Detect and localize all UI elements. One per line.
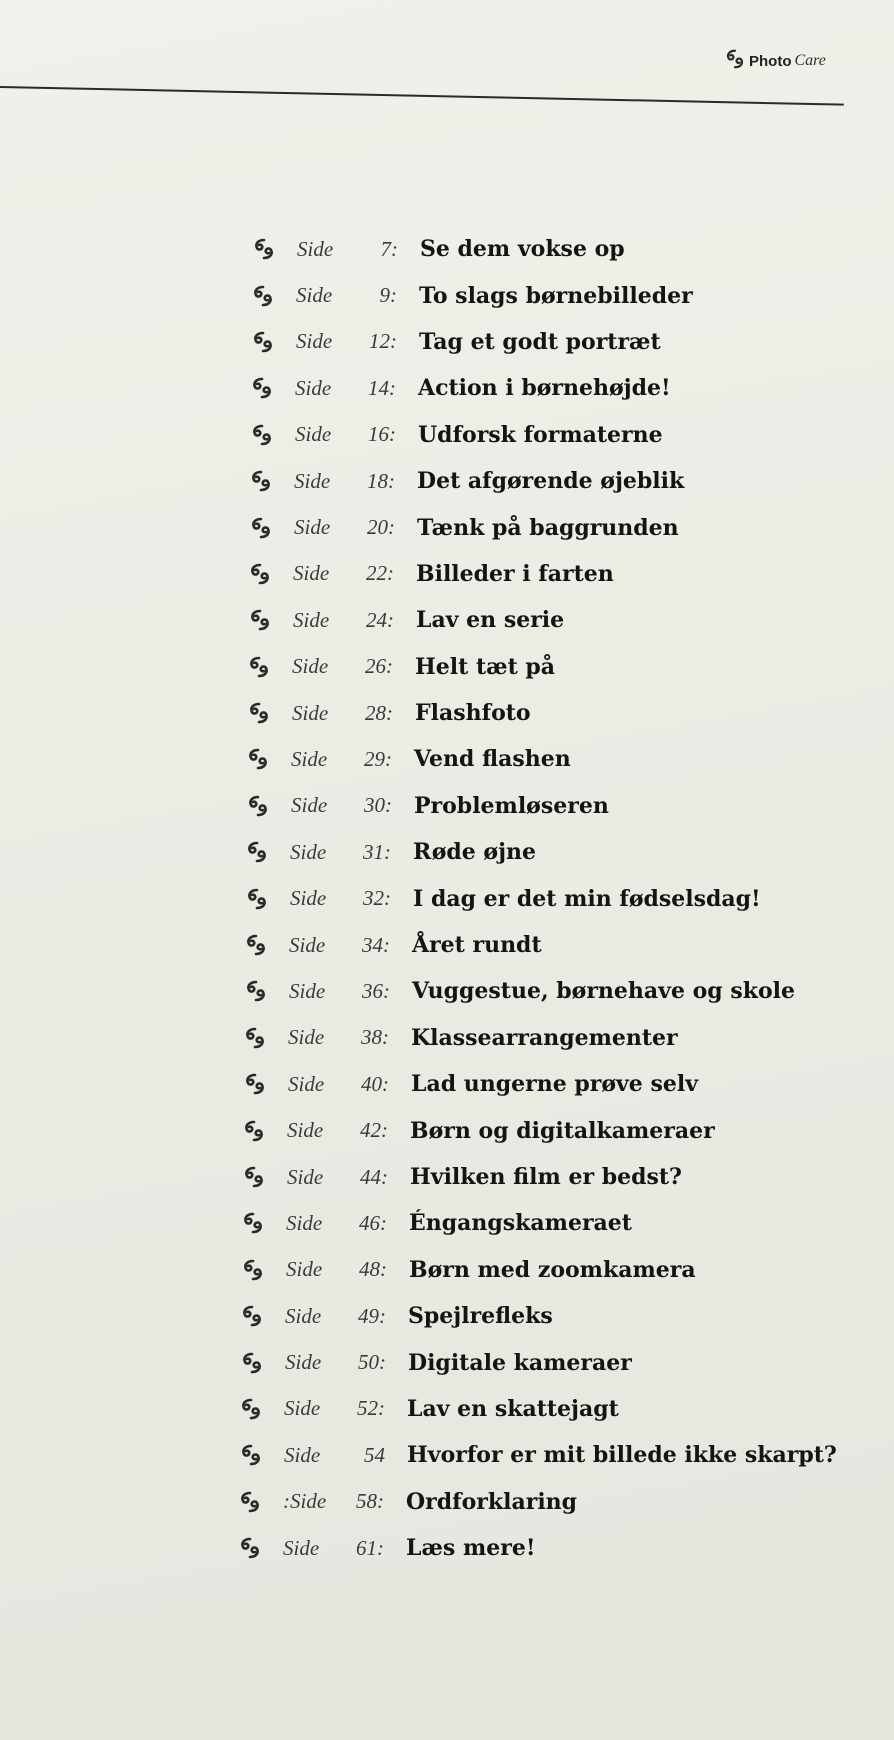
toc-page-number: 50: [358, 1350, 386, 1375]
logo-wordmark-italic: Care [794, 52, 826, 69]
toc-side-label: Side [291, 746, 328, 771]
toc-side-label: Side [295, 422, 332, 447]
toc-page-number: 61: [356, 1535, 384, 1560]
toc-entry-title: Røde øjne [413, 839, 537, 866]
toc-entry-title: Helt tæt på [415, 653, 556, 680]
toc-side-label: Side [287, 1164, 324, 1189]
toc-side-label: Side [294, 468, 331, 493]
photocare-swirl-icon [249, 469, 273, 493]
toc-entry-title: Lav en serie [416, 607, 565, 634]
toc-entry-title: Ordforklaring [406, 1488, 578, 1515]
toc-side-label: Side [286, 1210, 323, 1235]
toc-entry [0, 829, 894, 875]
toc-entry [0, 272, 894, 318]
photocare-swirl-icon [242, 1119, 266, 1143]
toc-side-label: Side [293, 561, 330, 586]
toc-page-number: 32: [363, 886, 391, 911]
photocare-swirl-icon [244, 979, 268, 1003]
toc-entry-title: Året rundt [412, 932, 542, 959]
toc-entry-title: Spejlrefleks [408, 1303, 553, 1330]
photocare-swirl-icon [251, 284, 275, 308]
photocare-swirl-icon [250, 376, 274, 400]
table-of-contents [0, 226, 894, 1571]
photocare-swirl-icon [247, 655, 271, 679]
toc-side-label: Side [291, 793, 328, 818]
toc-entry-title: Udforsk formaterne [418, 421, 663, 448]
toc-side-label: Side [295, 375, 332, 400]
photocare-logo [724, 48, 826, 74]
toc-entry [0, 597, 894, 643]
photocare-swirl-icon [239, 1397, 263, 1421]
toc-entry-title: Det afgørende øjeblik [417, 468, 685, 495]
toc-entry-title: Vend flashen [414, 746, 571, 773]
toc-page-number: 49: [358, 1303, 386, 1328]
toc-entry [0, 968, 894, 1014]
toc-page-number: 18: [367, 468, 395, 493]
toc-side-label: Side [288, 1071, 325, 1096]
toc-page-number: 29: [364, 746, 392, 771]
toc-page-number: 9: [379, 283, 397, 308]
toc-page-number: 30: [364, 793, 392, 818]
photocare-swirl-icon [244, 933, 268, 957]
photocare-swirl-icon [248, 562, 272, 586]
toc-side-label: Side [284, 1396, 321, 1421]
toc-entry-title: Tænk på baggrunden [417, 514, 679, 541]
toc-page-number: 42: [360, 1118, 388, 1143]
toc-entry [0, 1432, 894, 1478]
toc-entry-title: Hvilken film er bedst? [410, 1164, 682, 1190]
toc-page-number: 7: [380, 236, 398, 261]
toc-entry-title: Hvorfor er mit billede ikke skarpt? [407, 1442, 837, 1469]
toc-page-number: 52: [357, 1396, 385, 1421]
toc-entry [0, 1293, 894, 1339]
toc-page-number: 38: [361, 1025, 389, 1050]
photocare-swirl-icon [249, 516, 273, 540]
toc-entry [0, 1154, 894, 1200]
toc-side-label: Side [285, 1350, 322, 1375]
toc-entry-title: Børn og digitalkameraer [410, 1117, 715, 1144]
header-divider [0, 86, 844, 106]
toc-side-label: Side [285, 1303, 322, 1328]
photocare-swirl-icon [248, 608, 272, 632]
toc-entry [0, 690, 894, 736]
toc-page-number: 34: [362, 932, 390, 957]
photocare-swirl-icon [243, 1026, 267, 1050]
toc-entry [0, 1247, 894, 1293]
toc-entry [0, 922, 894, 968]
toc-page-number: 24: [366, 607, 394, 632]
photocare-swirl-icon [243, 1072, 267, 1096]
toc-side-label: Side [289, 978, 326, 1003]
toc-entry-title: Se dem vokse op [420, 236, 625, 263]
toc-entry-title: Klassearrangementer [411, 1024, 678, 1051]
toc-entry-title: Tag et godt portræt [419, 328, 661, 355]
toc-side-label: Side [286, 1257, 323, 1282]
toc-entry [0, 1386, 894, 1432]
toc-side-label: Side [290, 886, 327, 911]
toc-entry-title: Børn med zoomkamera [409, 1256, 696, 1283]
toc-entry-title: I dag er det min fødselsdag! [413, 885, 761, 912]
photocare-swirl-icon [252, 237, 276, 261]
toc-side-label: Side [290, 839, 327, 864]
toc-page-number: 16: [368, 422, 396, 447]
photocare-swirl-icon [238, 1536, 262, 1560]
toc-entry [0, 736, 894, 782]
photocare-swirl-icon [247, 701, 271, 725]
photocare-swirl-icon [724, 48, 746, 74]
toc-entry [0, 551, 894, 597]
photocare-swirl-icon [240, 1304, 264, 1328]
toc-entry-title: Flashfoto [415, 700, 531, 727]
toc-side-label: :Side [283, 1489, 327, 1514]
photocare-swirl-icon [246, 794, 270, 818]
toc-side-label: Side [293, 607, 330, 632]
photocare-swirl-icon [245, 840, 269, 864]
toc-entry-title: Digitale kameraer [408, 1349, 632, 1376]
photocare-swirl-icon [246, 747, 270, 771]
photocare-swirl-icon [241, 1211, 265, 1235]
toc-page-number: 40: [361, 1071, 389, 1096]
toc-side-label: Side [283, 1535, 320, 1560]
toc-side-label: Side [288, 1025, 325, 1050]
photocare-swirl-icon [245, 887, 269, 911]
toc-side-label: Side [292, 654, 329, 679]
photocare-swirl-icon [251, 330, 275, 354]
toc-page-number: 44: [360, 1164, 388, 1189]
photocare-swirl-icon [239, 1443, 263, 1467]
toc-side-label: Side [296, 329, 333, 354]
photocare-swirl-icon [242, 1165, 266, 1189]
toc-entry [0, 1479, 894, 1525]
photocare-swirl-icon [240, 1351, 264, 1375]
toc-side-label: Side [287, 1118, 324, 1143]
toc-page-number: 54 [364, 1442, 385, 1467]
toc-side-label: Side [297, 236, 334, 261]
toc-page-number: 14: [368, 375, 396, 400]
toc-entry [0, 644, 894, 690]
toc-page-number: 12: [369, 329, 397, 354]
toc-entry [0, 783, 894, 829]
toc-page-number: 58: [356, 1489, 384, 1514]
toc-page-number: 46: [359, 1210, 387, 1235]
toc-entry-title: Læs mere! [406, 1535, 536, 1562]
toc-entry-title: Lav en skattejagt [407, 1395, 619, 1422]
toc-entry [0, 458, 894, 504]
logo-wordmark-bold: Photo [749, 52, 792, 70]
toc-page-number: 48: [359, 1257, 387, 1282]
toc-entry [0, 1107, 894, 1153]
toc-entry-title: Action i børnehøjde! [418, 375, 671, 402]
photocare-swirl-icon [241, 1258, 265, 1282]
toc-entry-title: To slags børnebilleder [419, 282, 693, 309]
toc-side-label: Side [296, 283, 333, 308]
toc-side-label: Side [289, 932, 326, 957]
toc-entry-title: Vuggestue, børnehave og skole [412, 978, 795, 1005]
toc-entry [0, 504, 894, 550]
toc-entry-title: Lad ungerne prøve selv [411, 1071, 698, 1098]
toc-page-number: 36: [362, 978, 390, 1003]
toc-entry [0, 1339, 894, 1385]
photocare-swirl-icon [238, 1490, 262, 1514]
toc-page-number: 20: [367, 515, 395, 540]
toc-entry-title: Éngangskameraet [409, 1210, 632, 1237]
toc-side-label: Side [292, 700, 329, 725]
toc-entry [0, 365, 894, 411]
toc-page-number: 26: [365, 654, 393, 679]
toc-entry [0, 226, 894, 272]
toc-side-label: Side [284, 1442, 321, 1467]
toc-entry [0, 319, 894, 365]
toc-entry [0, 1525, 894, 1571]
toc-entry [0, 875, 894, 921]
toc-entry [0, 1015, 894, 1061]
toc-page-number: 22: [366, 561, 394, 586]
toc-entry-title: Billeder i farten [416, 560, 614, 587]
toc-entry-title: Problemløseren [414, 792, 609, 819]
toc-entry [0, 1061, 894, 1107]
toc-entry [0, 1200, 894, 1246]
photocare-swirl-icon [250, 423, 274, 447]
toc-page-number: 31: [363, 839, 391, 864]
toc-entry [0, 412, 894, 458]
toc-page-number: 28: [365, 700, 393, 725]
toc-side-label: Side [294, 515, 331, 540]
